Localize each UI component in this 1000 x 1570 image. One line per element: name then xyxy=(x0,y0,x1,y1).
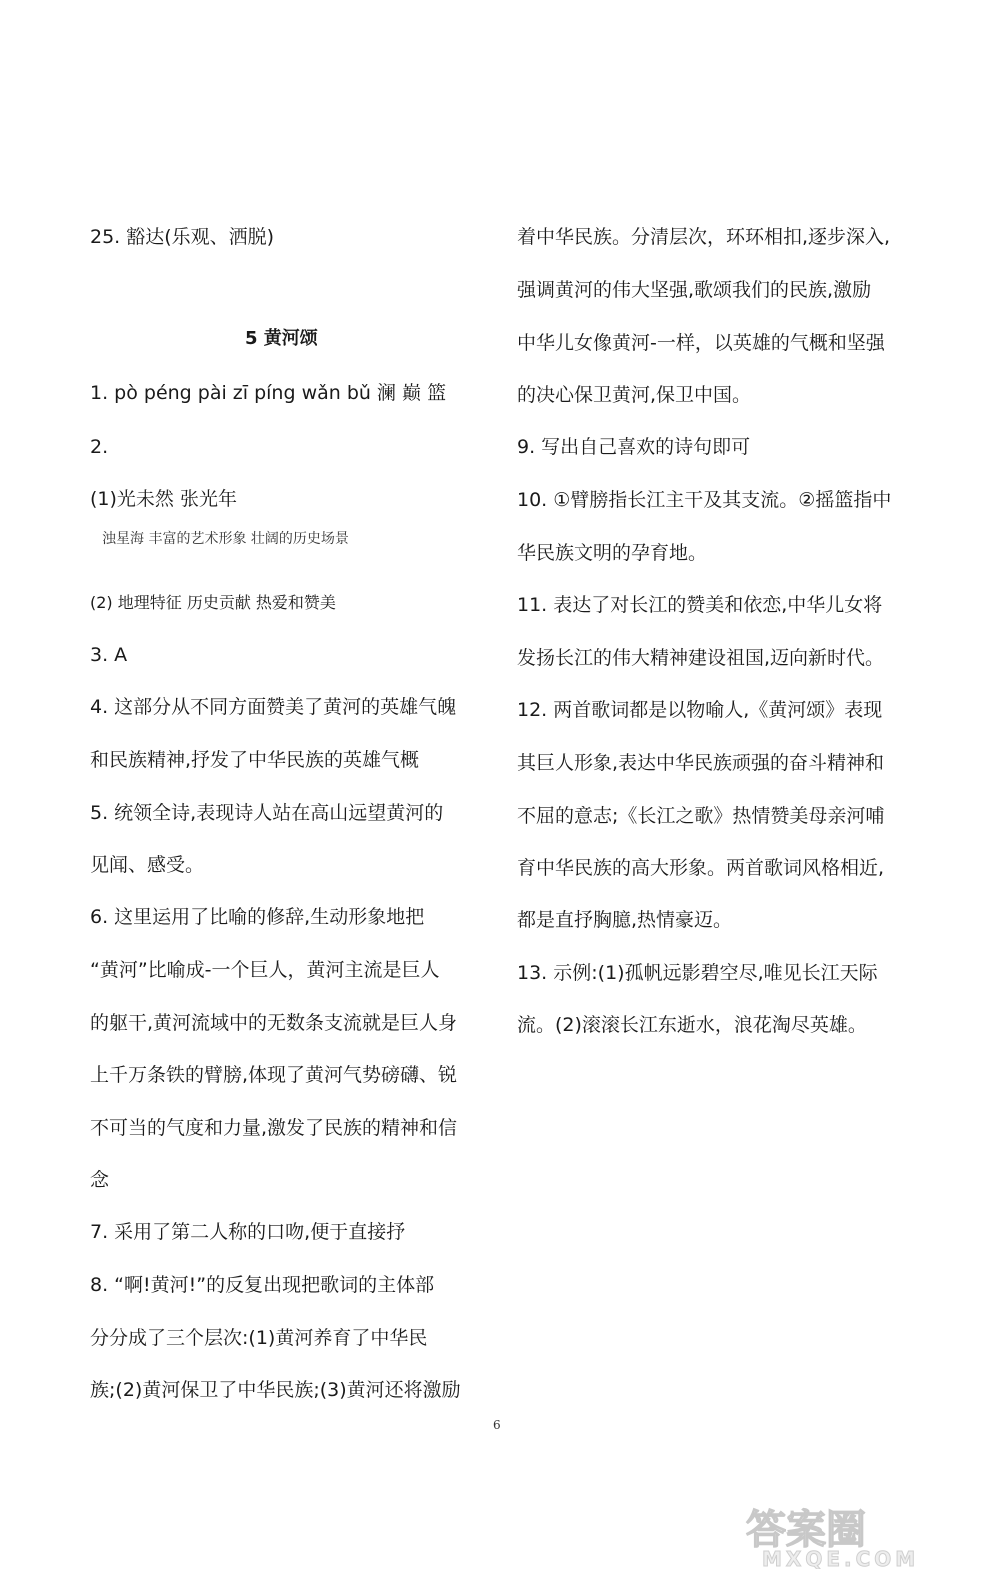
answer-10-line-1: 10. ①臂膀指长江主干及其支流。②摇篮指中 xyxy=(517,489,892,511)
answer-6-line-4: 上千万条铁的臂膀,体现了黄河气势磅礴、锐 xyxy=(90,1064,458,1086)
answer-4-line-1: 4. 这部分从不同方面赞美了黄河的英雄气魄 xyxy=(90,696,457,718)
answer-6-line-6: 念 xyxy=(90,1169,110,1191)
watermark-text-bottom: MXQE.COM xyxy=(762,1547,920,1569)
answer-13-line-2: 流。(2)滚滚长江东逝水，浪花淘尽英雄。 xyxy=(517,1014,867,1036)
answer-25: 25. 豁达(乐观、洒脱) xyxy=(90,226,275,248)
answer-12-line-5: 都是直抒胸臆,热情豪迈。 xyxy=(517,909,733,931)
answer-7: 7. 采用了第二人称的口吻,便于直接抒 xyxy=(90,1221,406,1243)
answer-2-2: (2) 地理特征 历史贡献 热爱和赞美 xyxy=(90,593,336,612)
answer-9: 9. 写出自己喜欢的诗句即可 xyxy=(517,436,751,458)
answer-2-1-detail: 浊星海 丰富的艺术形象 壮阔的历史场景 xyxy=(102,531,349,547)
answer-10-line-2: 华民族文明的孕育地。 xyxy=(517,542,708,564)
answer-6-line-2: “黄河”比喻成-一个巨人，黄河主流是巨人 xyxy=(90,959,440,981)
answer-11-line-2: 发扬长江的伟大精神建设祖国,迈向新时代。 xyxy=(517,647,885,669)
section-heading: 5 黄河颂 xyxy=(245,328,318,349)
watermark-logo xyxy=(742,1497,994,1569)
answer-5-line-2: 见闻、感受。 xyxy=(90,854,205,876)
answer-5-line-1: 5. 统领全诗,表现诗人站在高山远望黄河的 xyxy=(90,802,444,824)
answer-4-line-2: 和民族精神,抒发了中华民族的英雄气概 xyxy=(90,749,420,771)
answer-6-line-3: 的躯干,黄河流域中的无数条支流就是巨人身 xyxy=(90,1012,458,1034)
answer-12-line-3: 不屈的意志;《长江之歌》热情赞美母亲河哺 xyxy=(517,805,885,827)
answer-8-line-5: 强调黄河的伟大坚强,歌颂我们的民族,激励 xyxy=(517,279,872,301)
answer-8-line-2: 分分成了三个层次:(1)黄河养育了中华民 xyxy=(90,1327,428,1349)
answer-12-line-2: 其巨人形象,表达中华民族顽强的奋斗精神和 xyxy=(517,752,885,774)
answer-11-line-1: 11. 表达了对长江的赞美和依恋,中华儿女将 xyxy=(517,594,883,616)
page-number: 6 xyxy=(493,1418,501,1432)
watermark-text-top: 答案圈 xyxy=(746,1507,866,1553)
answer-6-line-1: 6. 这里运用了比喻的修辞,生动形象地把 xyxy=(90,906,425,928)
answer-2-1: (1)光未然 张光年 xyxy=(90,488,237,510)
answer-6-line-5: 不可当的气度和力量,激发了民族的精神和信 xyxy=(90,1117,458,1139)
answer-8-line-7: 的决心保卫黄河,保卫中国。 xyxy=(517,384,752,406)
answer-13-line-1: 13. 示例:(1)孤帆远影碧空尽,唯见长江天际 xyxy=(517,962,878,984)
answer-12-line-1: 12. 两首歌词都是以物喻人,《黄河颂》表现 xyxy=(517,699,883,721)
answer-12-line-4: 育中华民族的高大形象。两首歌词风格相近, xyxy=(517,857,885,879)
answer-8-line-3: 族;(2)黄河保卫了中华民族;(3)黄河还将激励 xyxy=(90,1379,461,1401)
answer-1: 1. pò péng pài zī píng wǎn bǔ 澜 巅 篮 xyxy=(90,382,447,404)
answer-3: 3. A xyxy=(90,644,128,666)
answer-8-line-4: 着中华民族。分清层次，环环相扣,逐步深入, xyxy=(517,226,891,248)
answer-8-line-6: 中华儿女像黄河-一样，以英雄的气概和坚强 xyxy=(517,332,885,354)
answer-2: 2. xyxy=(90,436,109,458)
answer-8-line-1: 8. “啊!黄河!”的反复出现把歌词的主体部 xyxy=(90,1274,435,1296)
